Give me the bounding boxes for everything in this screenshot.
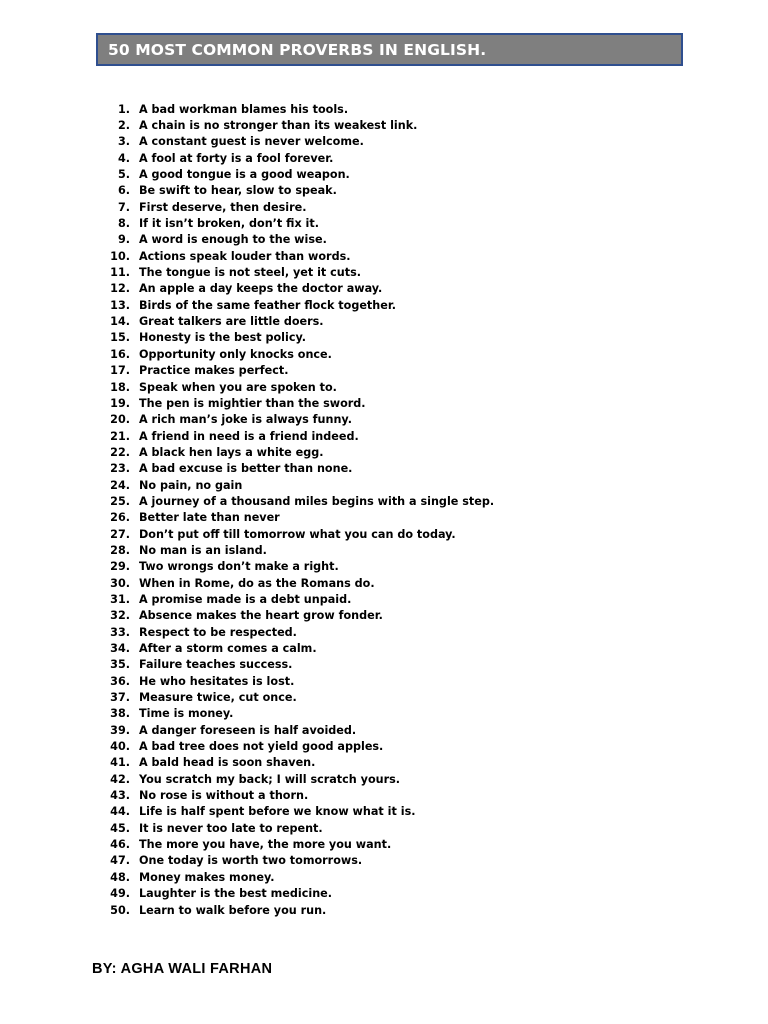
list-item (108, 526, 494, 542)
proverb-text: Better late than never (139, 511, 280, 525)
list-item (108, 379, 494, 395)
proverb-number: 19. (110, 396, 130, 410)
list-item (108, 869, 494, 885)
proverb-text: A friend in need is a friend indeed. (139, 429, 359, 443)
proverb-text: Learn to walk before you run. (139, 903, 327, 917)
proverb-text: Honesty is the best policy. (139, 331, 306, 345)
proverb-text: After a storm comes a calm. (139, 642, 317, 656)
proverb-number: 34. (110, 642, 130, 656)
list-item (108, 183, 494, 199)
proverb-number: 18. (110, 380, 130, 394)
proverb-text: If it isn’t broken, don’t fix it. (139, 217, 319, 231)
proverb-number: 14. (110, 315, 130, 329)
proverb-number: 45. (110, 821, 130, 835)
list-item (108, 738, 494, 754)
page-title: 50 MOST COMMON PROVERBS IN ENGLISH. (108, 40, 487, 59)
proverb-text: A bad excuse is better than none. (139, 462, 353, 476)
proverb-text: Time is money. (139, 707, 234, 721)
proverb-number: 29. (110, 560, 130, 574)
proverb-number: 23. (110, 462, 130, 476)
proverb-text: Two wrongs don’t make a right. (139, 560, 339, 574)
proverb-text: A bad tree does not yield good apples. (139, 740, 384, 754)
proverb-number: 28. (110, 543, 130, 557)
proverb-text: You scratch my back; I will scratch yours. (139, 772, 401, 786)
list-item (108, 542, 494, 558)
list-item (108, 248, 494, 264)
title-banner (96, 33, 683, 66)
list-item (108, 559, 494, 575)
list-item (108, 836, 494, 852)
proverb-text: A constant guest is never welcome. (139, 135, 364, 149)
list-item (108, 232, 494, 248)
list-item (108, 591, 494, 607)
list-item (108, 771, 494, 787)
list-item (108, 215, 494, 231)
proverb-text: A bald head is soon shaven. (139, 756, 316, 770)
proverb-text: One today is worth two tomorrows. (139, 854, 363, 868)
proverb-number: 27. (110, 527, 130, 541)
proverb-text: Laughter is the best medicine. (139, 887, 333, 901)
proverb-text: Money makes money. (139, 870, 275, 884)
proverb-number: 44. (110, 805, 130, 819)
list-item (108, 755, 494, 771)
proverb-text: It is never too late to repent. (139, 821, 323, 835)
proverb-list (108, 101, 494, 918)
proverb-number: 50. (110, 903, 130, 917)
proverb-text: Don’t put off till tomorrow what you can do today. (139, 527, 456, 541)
list-item (108, 166, 494, 182)
list-item (108, 281, 494, 297)
proverb-text: A good tongue is a good weapon. (139, 168, 350, 182)
proverb-text: An apple a day keeps the doctor away. (139, 282, 383, 296)
list-item (108, 624, 494, 640)
proverb-number: 20. (110, 413, 130, 427)
proverb-number: 10. (110, 249, 130, 263)
proverb-text: Practice makes perfect. (139, 364, 289, 378)
proverb-text: Great talkers are little doers. (139, 315, 324, 329)
list-item (108, 134, 494, 150)
list-item (108, 297, 494, 313)
list-item (108, 101, 494, 117)
list-item (108, 395, 494, 411)
proverb-text: Speak when you are spoken to. (139, 380, 337, 394)
proverb-text: A promise made is a debt unpaid. (139, 592, 352, 606)
proverb-number: 1. (117, 102, 130, 116)
proverb-text: A rich man’s joke is always funny. (139, 413, 352, 427)
proverb-number: 25. (110, 494, 130, 508)
list-item (108, 640, 494, 656)
list-item (108, 820, 494, 836)
proverb-text: A fool at forty is a fool forever. (139, 151, 334, 165)
list-item (108, 330, 494, 346)
proverb-number: 48. (110, 870, 130, 884)
list-item (108, 689, 494, 705)
list-item (108, 493, 494, 509)
list-item (108, 722, 494, 738)
list-item (108, 886, 494, 902)
proverb-text: The tongue is not steel, yet it cuts. (139, 266, 362, 280)
proverb-text: Birds of the same feather flock together. (139, 298, 396, 312)
proverb-number: 2. (117, 119, 130, 133)
proverb-number: 26. (110, 511, 130, 525)
proverb-number: 3. (117, 135, 130, 149)
proverb-text: The more you have, the more you want. (139, 838, 392, 852)
proverb-number: 22. (110, 445, 130, 459)
proverb-number: 41. (110, 756, 130, 770)
proverb-text: A danger foreseen is half avoided. (139, 723, 357, 737)
proverb-text: The pen is mightier than the sword. (139, 396, 366, 410)
list-item (108, 608, 494, 624)
proverb-number: 37. (110, 691, 130, 705)
author-byline: BY: AGHA WALI FARHAN (92, 961, 273, 977)
proverb-text: He who hesitates is lost. (139, 674, 295, 688)
list-item (108, 412, 494, 428)
proverb-text: Life is half spent before we know what it is. (139, 805, 416, 819)
proverb-number: 16. (110, 347, 130, 361)
list-item (108, 787, 494, 803)
proverb-text: A bad workman blames his tools. (139, 102, 349, 116)
proverb-text: Actions speak louder than words. (139, 249, 351, 263)
list-item (108, 150, 494, 166)
list-item (108, 575, 494, 591)
proverb-number: 40. (110, 740, 130, 754)
proverb-number: 43. (110, 789, 130, 803)
list-item (108, 902, 494, 918)
proverb-number: 36. (110, 674, 130, 688)
proverb-text: A journey of a thousand miles begins with a single step. (139, 494, 495, 508)
proverb-number: 35. (110, 658, 130, 672)
proverb-number: 11. (110, 266, 130, 280)
list-item (108, 428, 494, 444)
proverb-number: 4. (117, 151, 130, 165)
proverb-number: 12. (110, 282, 130, 296)
list-item (108, 346, 494, 362)
proverb-number: 7. (117, 200, 130, 214)
list-item (108, 657, 494, 673)
list-item (108, 444, 494, 460)
proverb-number: 46. (110, 838, 130, 852)
list-item (108, 804, 494, 820)
proverb-number: 31. (110, 592, 130, 606)
list-item (108, 313, 494, 329)
proverb-text: No rose is without a thorn. (139, 789, 309, 803)
list-item (108, 853, 494, 869)
proverb-text: No pain, no gain (139, 478, 243, 492)
proverb-text: Respect to be respected. (139, 625, 297, 639)
list-item (108, 363, 494, 379)
proverb-number: 47. (110, 854, 130, 868)
proverb-text: When in Rome, do as the Romans do. (139, 576, 375, 590)
proverb-number: 17. (110, 364, 130, 378)
list-item (108, 199, 494, 215)
proverb-number: 49. (110, 887, 130, 901)
proverb-text: A black hen lays a white egg. (139, 445, 324, 459)
list-item (108, 461, 494, 477)
proverb-number: 9. (117, 233, 130, 247)
list-item (108, 264, 494, 280)
proverb-text: Absence makes the heart grow fonder. (139, 609, 383, 623)
proverb-number: 13. (110, 298, 130, 312)
proverb-text: A word is enough to the wise. (139, 233, 327, 247)
proverb-number: 30. (110, 576, 130, 590)
proverb-text: Failure teaches success. (139, 658, 293, 672)
proverb-text: Measure twice, cut once. (139, 691, 297, 705)
proverb-number: 21. (110, 429, 130, 443)
proverb-text: No man is an island. (139, 543, 267, 557)
proverb-number: 38. (110, 707, 130, 721)
proverb-number: 39. (110, 723, 130, 737)
list-item (108, 510, 494, 526)
list-item (108, 706, 494, 722)
proverb-number: 24. (110, 478, 130, 492)
proverb-number: 32. (110, 609, 130, 623)
proverb-number: 15. (110, 331, 130, 345)
list-item (108, 673, 494, 689)
proverb-text: Be swift to hear, slow to speak. (139, 184, 337, 198)
proverb-number: 42. (110, 772, 130, 786)
proverb-number: 5. (117, 168, 130, 182)
list-item (108, 477, 494, 493)
proverb-number: 6. (117, 184, 130, 198)
proverb-text: Opportunity only knocks once. (139, 347, 332, 361)
proverb-text: First deserve, then desire. (139, 200, 307, 214)
list-item (108, 117, 494, 133)
proverb-number: 33. (110, 625, 130, 639)
proverb-number: 8. (117, 217, 130, 231)
proverb-text: A chain is no stronger than its weakest link. (139, 119, 418, 133)
